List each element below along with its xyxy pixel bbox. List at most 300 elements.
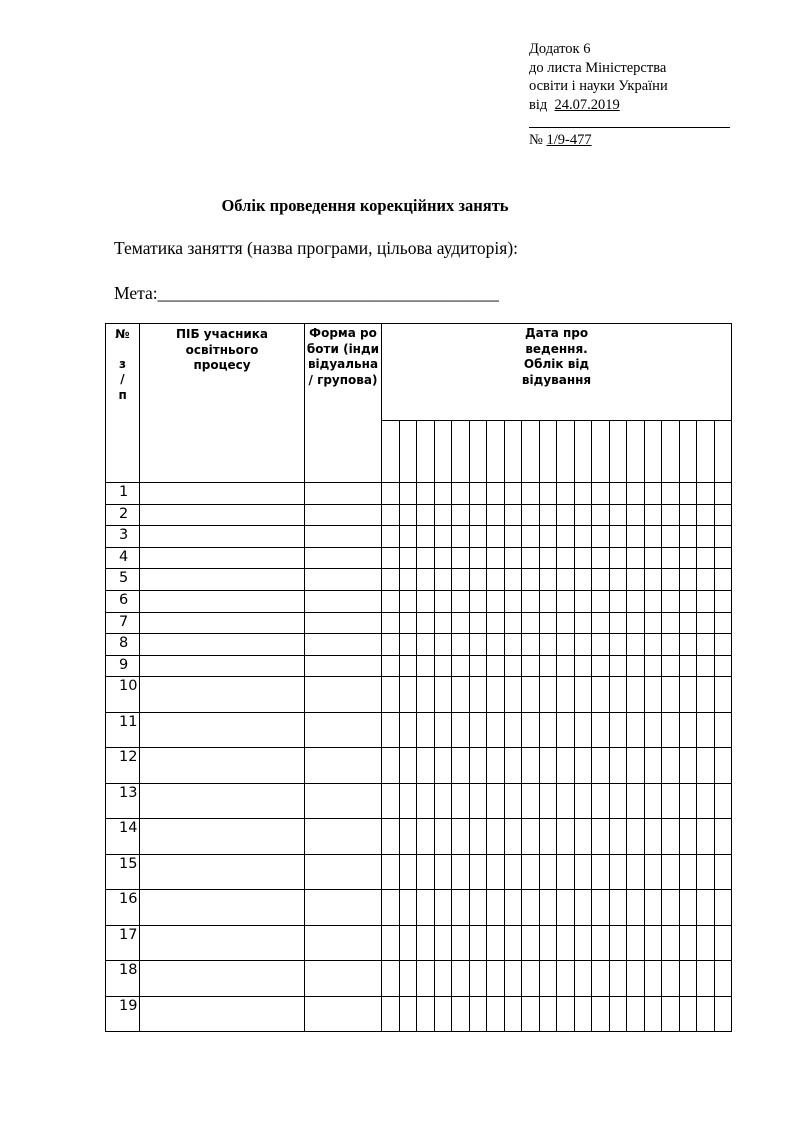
attendance-cell[interactable] xyxy=(662,677,680,713)
date-column-cell[interactable] xyxy=(609,421,627,483)
attendance-cell[interactable] xyxy=(487,748,505,784)
attendance-cell[interactable] xyxy=(627,996,645,1032)
attendance-cell[interactable] xyxy=(487,483,505,505)
date-column-cell[interactable] xyxy=(504,421,522,483)
attendance-cell[interactable] xyxy=(417,655,435,677)
attendance-cell[interactable] xyxy=(469,677,487,713)
attendance-cell[interactable] xyxy=(609,677,627,713)
attendance-cell[interactable] xyxy=(417,569,435,591)
attendance-cell[interactable] xyxy=(574,890,592,926)
attendance-cell[interactable] xyxy=(627,961,645,997)
attendance-cell[interactable] xyxy=(487,854,505,890)
attendance-cell[interactable] xyxy=(487,712,505,748)
attendance-cell[interactable] xyxy=(574,819,592,855)
pib-cell[interactable] xyxy=(140,590,305,612)
attendance-cell[interactable] xyxy=(644,819,662,855)
attendance-cell[interactable] xyxy=(417,483,435,505)
attendance-cell[interactable] xyxy=(469,590,487,612)
attendance-cell[interactable] xyxy=(504,854,522,890)
date-column-cell[interactable] xyxy=(592,421,610,483)
attendance-cell[interactable] xyxy=(539,996,557,1032)
attendance-cell[interactable] xyxy=(662,590,680,612)
attendance-cell[interactable] xyxy=(574,526,592,548)
attendance-cell[interactable] xyxy=(714,655,732,677)
attendance-cell[interactable] xyxy=(434,526,452,548)
attendance-cell[interactable] xyxy=(557,712,575,748)
attendance-cell[interactable] xyxy=(469,504,487,526)
attendance-cell[interactable] xyxy=(697,483,715,505)
attendance-cell[interactable] xyxy=(662,890,680,926)
attendance-cell[interactable] xyxy=(417,547,435,569)
attendance-cell[interactable] xyxy=(714,612,732,634)
attendance-cell[interactable] xyxy=(469,854,487,890)
attendance-cell[interactable] xyxy=(539,483,557,505)
attendance-cell[interactable] xyxy=(504,783,522,819)
attendance-cell[interactable] xyxy=(592,925,610,961)
attendance-cell[interactable] xyxy=(382,634,400,656)
attendance-cell[interactable] xyxy=(522,712,540,748)
pib-cell[interactable] xyxy=(140,547,305,569)
attendance-cell[interactable] xyxy=(469,634,487,656)
attendance-cell[interactable] xyxy=(539,677,557,713)
attendance-cell[interactable] xyxy=(592,783,610,819)
attendance-cell[interactable] xyxy=(609,819,627,855)
attendance-cell[interactable] xyxy=(469,961,487,997)
attendance-cell[interactable] xyxy=(714,748,732,784)
attendance-cell[interactable] xyxy=(399,854,417,890)
attendance-cell[interactable] xyxy=(399,483,417,505)
attendance-cell[interactable] xyxy=(662,612,680,634)
date-column-cell[interactable] xyxy=(522,421,540,483)
attendance-cell[interactable] xyxy=(627,819,645,855)
attendance-cell[interactable] xyxy=(382,483,400,505)
pib-cell[interactable] xyxy=(140,996,305,1032)
date-column-cell[interactable] xyxy=(574,421,592,483)
attendance-cell[interactable] xyxy=(399,748,417,784)
pib-cell[interactable] xyxy=(140,612,305,634)
attendance-cell[interactable] xyxy=(714,961,732,997)
attendance-cell[interactable] xyxy=(382,996,400,1032)
attendance-cell[interactable] xyxy=(504,819,522,855)
attendance-cell[interactable] xyxy=(574,655,592,677)
attendance-cell[interactable] xyxy=(487,612,505,634)
attendance-cell[interactable] xyxy=(627,655,645,677)
pib-cell[interactable] xyxy=(140,526,305,548)
attendance-cell[interactable] xyxy=(557,996,575,1032)
attendance-cell[interactable] xyxy=(714,712,732,748)
attendance-cell[interactable] xyxy=(574,783,592,819)
attendance-cell[interactable] xyxy=(557,569,575,591)
attendance-cell[interactable] xyxy=(452,961,470,997)
attendance-cell[interactable] xyxy=(644,961,662,997)
work-form-cell[interactable] xyxy=(305,547,382,569)
attendance-cell[interactable] xyxy=(574,677,592,713)
attendance-cell[interactable] xyxy=(627,712,645,748)
attendance-cell[interactable] xyxy=(452,819,470,855)
attendance-cell[interactable] xyxy=(539,612,557,634)
attendance-cell[interactable] xyxy=(539,712,557,748)
attendance-cell[interactable] xyxy=(644,712,662,748)
attendance-cell[interactable] xyxy=(714,483,732,505)
date-column-cell[interactable] xyxy=(434,421,452,483)
attendance-cell[interactable] xyxy=(452,783,470,819)
attendance-cell[interactable] xyxy=(697,677,715,713)
attendance-cell[interactable] xyxy=(434,590,452,612)
attendance-cell[interactable] xyxy=(662,483,680,505)
attendance-cell[interactable] xyxy=(644,925,662,961)
pib-cell[interactable] xyxy=(140,569,305,591)
attendance-cell[interactable] xyxy=(434,612,452,634)
attendance-cell[interactable] xyxy=(714,783,732,819)
pib-cell[interactable] xyxy=(140,634,305,656)
attendance-cell[interactable] xyxy=(644,547,662,569)
attendance-cell[interactable] xyxy=(592,526,610,548)
attendance-cell[interactable] xyxy=(539,526,557,548)
attendance-cell[interactable] xyxy=(469,925,487,961)
pib-cell[interactable] xyxy=(140,483,305,505)
attendance-cell[interactable] xyxy=(469,890,487,926)
attendance-cell[interactable] xyxy=(399,819,417,855)
attendance-cell[interactable] xyxy=(382,547,400,569)
attendance-cell[interactable] xyxy=(399,961,417,997)
attendance-cell[interactable] xyxy=(434,996,452,1032)
attendance-cell[interactable] xyxy=(627,483,645,505)
attendance-cell[interactable] xyxy=(452,890,470,926)
attendance-cell[interactable] xyxy=(609,526,627,548)
attendance-cell[interactable] xyxy=(469,655,487,677)
attendance-cell[interactable] xyxy=(557,890,575,926)
attendance-cell[interactable] xyxy=(609,854,627,890)
attendance-cell[interactable] xyxy=(697,748,715,784)
attendance-cell[interactable] xyxy=(522,547,540,569)
pib-cell[interactable] xyxy=(140,783,305,819)
attendance-cell[interactable] xyxy=(504,547,522,569)
attendance-cell[interactable] xyxy=(609,634,627,656)
attendance-cell[interactable] xyxy=(679,677,697,713)
attendance-cell[interactable] xyxy=(504,890,522,926)
attendance-cell[interactable] xyxy=(592,748,610,784)
attendance-cell[interactable] xyxy=(714,925,732,961)
attendance-cell[interactable] xyxy=(382,712,400,748)
work-form-cell[interactable] xyxy=(305,748,382,784)
attendance-cell[interactable] xyxy=(592,819,610,855)
attendance-cell[interactable] xyxy=(679,590,697,612)
attendance-cell[interactable] xyxy=(434,655,452,677)
attendance-cell[interactable] xyxy=(697,569,715,591)
attendance-cell[interactable] xyxy=(609,961,627,997)
attendance-cell[interactable] xyxy=(382,677,400,713)
attendance-cell[interactable] xyxy=(679,996,697,1032)
attendance-cell[interactable] xyxy=(469,569,487,591)
attendance-cell[interactable] xyxy=(469,748,487,784)
attendance-cell[interactable] xyxy=(452,712,470,748)
attendance-cell[interactable] xyxy=(662,961,680,997)
attendance-cell[interactable] xyxy=(644,634,662,656)
attendance-cell[interactable] xyxy=(539,504,557,526)
attendance-cell[interactable] xyxy=(574,569,592,591)
attendance-cell[interactable] xyxy=(714,569,732,591)
attendance-cell[interactable] xyxy=(609,547,627,569)
attendance-cell[interactable] xyxy=(662,634,680,656)
attendance-cell[interactable] xyxy=(417,890,435,926)
date-column-cell[interactable] xyxy=(557,421,575,483)
date-column-cell[interactable] xyxy=(714,421,732,483)
date-column-cell[interactable] xyxy=(539,421,557,483)
attendance-cell[interactable] xyxy=(697,612,715,634)
attendance-cell[interactable] xyxy=(714,526,732,548)
attendance-cell[interactable] xyxy=(644,590,662,612)
attendance-cell[interactable] xyxy=(679,961,697,997)
attendance-cell[interactable] xyxy=(557,783,575,819)
attendance-cell[interactable] xyxy=(714,547,732,569)
pib-cell[interactable] xyxy=(140,819,305,855)
attendance-cell[interactable] xyxy=(609,783,627,819)
date-column-cell[interactable] xyxy=(627,421,645,483)
attendance-cell[interactable] xyxy=(487,890,505,926)
attendance-cell[interactable] xyxy=(487,819,505,855)
attendance-cell[interactable] xyxy=(679,890,697,926)
attendance-cell[interactable] xyxy=(452,854,470,890)
attendance-cell[interactable] xyxy=(452,526,470,548)
attendance-cell[interactable] xyxy=(382,590,400,612)
attendance-cell[interactable] xyxy=(522,634,540,656)
attendance-cell[interactable] xyxy=(522,819,540,855)
attendance-cell[interactable] xyxy=(679,569,697,591)
attendance-cell[interactable] xyxy=(557,677,575,713)
attendance-cell[interactable] xyxy=(504,961,522,997)
attendance-cell[interactable] xyxy=(557,547,575,569)
date-column-cell[interactable] xyxy=(487,421,505,483)
attendance-cell[interactable] xyxy=(452,655,470,677)
attendance-cell[interactable] xyxy=(627,677,645,713)
attendance-cell[interactable] xyxy=(662,569,680,591)
attendance-cell[interactable] xyxy=(557,504,575,526)
attendance-cell[interactable] xyxy=(592,504,610,526)
attendance-cell[interactable] xyxy=(574,748,592,784)
attendance-cell[interactable] xyxy=(574,925,592,961)
attendance-cell[interactable] xyxy=(504,569,522,591)
attendance-cell[interactable] xyxy=(574,483,592,505)
attendance-cell[interactable] xyxy=(627,634,645,656)
attendance-cell[interactable] xyxy=(609,712,627,748)
attendance-cell[interactable] xyxy=(539,590,557,612)
attendance-cell[interactable] xyxy=(697,925,715,961)
attendance-cell[interactable] xyxy=(627,590,645,612)
attendance-cell[interactable] xyxy=(697,712,715,748)
pib-cell[interactable] xyxy=(140,504,305,526)
attendance-cell[interactable] xyxy=(469,547,487,569)
attendance-cell[interactable] xyxy=(504,612,522,634)
attendance-cell[interactable] xyxy=(417,925,435,961)
attendance-cell[interactable] xyxy=(662,504,680,526)
attendance-cell[interactable] xyxy=(487,961,505,997)
attendance-cell[interactable] xyxy=(469,712,487,748)
attendance-cell[interactable] xyxy=(679,483,697,505)
attendance-cell[interactable] xyxy=(644,504,662,526)
attendance-cell[interactable] xyxy=(609,890,627,926)
attendance-cell[interactable] xyxy=(417,712,435,748)
attendance-cell[interactable] xyxy=(382,925,400,961)
attendance-cell[interactable] xyxy=(539,569,557,591)
attendance-cell[interactable] xyxy=(609,504,627,526)
attendance-cell[interactable] xyxy=(679,526,697,548)
attendance-cell[interactable] xyxy=(557,854,575,890)
attendance-cell[interactable] xyxy=(399,612,417,634)
attendance-cell[interactable] xyxy=(417,634,435,656)
attendance-cell[interactable] xyxy=(574,961,592,997)
attendance-cell[interactable] xyxy=(504,634,522,656)
date-column-cell[interactable] xyxy=(662,421,680,483)
attendance-cell[interactable] xyxy=(609,612,627,634)
date-column-cell[interactable] xyxy=(417,421,435,483)
attendance-cell[interactable] xyxy=(662,655,680,677)
attendance-cell[interactable] xyxy=(522,925,540,961)
date-column-cell[interactable] xyxy=(697,421,715,483)
attendance-cell[interactable] xyxy=(679,634,697,656)
work-form-cell[interactable] xyxy=(305,569,382,591)
attendance-cell[interactable] xyxy=(557,526,575,548)
attendance-cell[interactable] xyxy=(627,890,645,926)
attendance-cell[interactable] xyxy=(574,712,592,748)
attendance-cell[interactable] xyxy=(557,655,575,677)
attendance-cell[interactable] xyxy=(662,547,680,569)
attendance-cell[interactable] xyxy=(504,590,522,612)
attendance-cell[interactable] xyxy=(697,547,715,569)
attendance-cell[interactable] xyxy=(662,854,680,890)
attendance-cell[interactable] xyxy=(592,569,610,591)
attendance-cell[interactable] xyxy=(574,590,592,612)
attendance-cell[interactable] xyxy=(434,819,452,855)
attendance-cell[interactable] xyxy=(417,590,435,612)
attendance-cell[interactable] xyxy=(662,819,680,855)
attendance-cell[interactable] xyxy=(539,634,557,656)
attendance-cell[interactable] xyxy=(434,569,452,591)
attendance-cell[interactable] xyxy=(574,504,592,526)
attendance-cell[interactable] xyxy=(697,504,715,526)
attendance-cell[interactable] xyxy=(574,996,592,1032)
attendance-cell[interactable] xyxy=(539,655,557,677)
attendance-cell[interactable] xyxy=(609,996,627,1032)
attendance-cell[interactable] xyxy=(697,854,715,890)
attendance-cell[interactable] xyxy=(469,612,487,634)
attendance-cell[interactable] xyxy=(382,961,400,997)
attendance-cell[interactable] xyxy=(557,961,575,997)
attendance-cell[interactable] xyxy=(662,712,680,748)
attendance-cell[interactable] xyxy=(557,925,575,961)
attendance-cell[interactable] xyxy=(539,819,557,855)
attendance-cell[interactable] xyxy=(644,612,662,634)
attendance-cell[interactable] xyxy=(609,569,627,591)
attendance-cell[interactable] xyxy=(679,783,697,819)
attendance-cell[interactable] xyxy=(592,612,610,634)
attendance-cell[interactable] xyxy=(592,547,610,569)
attendance-cell[interactable] xyxy=(697,819,715,855)
attendance-cell[interactable] xyxy=(382,854,400,890)
attendance-cell[interactable] xyxy=(504,504,522,526)
attendance-cell[interactable] xyxy=(382,748,400,784)
attendance-cell[interactable] xyxy=(714,996,732,1032)
attendance-cell[interactable] xyxy=(417,748,435,784)
attendance-cell[interactable] xyxy=(522,526,540,548)
attendance-cell[interactable] xyxy=(714,854,732,890)
attendance-cell[interactable] xyxy=(434,961,452,997)
attendance-cell[interactable] xyxy=(662,526,680,548)
attendance-cell[interactable] xyxy=(609,590,627,612)
attendance-cell[interactable] xyxy=(382,819,400,855)
attendance-cell[interactable] xyxy=(522,748,540,784)
work-form-cell[interactable] xyxy=(305,504,382,526)
attendance-cell[interactable] xyxy=(399,783,417,819)
attendance-cell[interactable] xyxy=(469,819,487,855)
pib-cell[interactable] xyxy=(140,677,305,713)
attendance-cell[interactable] xyxy=(504,748,522,784)
attendance-cell[interactable] xyxy=(714,590,732,612)
work-form-cell[interactable] xyxy=(305,961,382,997)
attendance-cell[interactable] xyxy=(487,655,505,677)
attendance-cell[interactable] xyxy=(662,748,680,784)
attendance-cell[interactable] xyxy=(487,526,505,548)
attendance-cell[interactable] xyxy=(522,677,540,713)
attendance-cell[interactable] xyxy=(644,526,662,548)
attendance-cell[interactable] xyxy=(557,483,575,505)
attendance-cell[interactable] xyxy=(539,854,557,890)
attendance-cell[interactable] xyxy=(399,677,417,713)
attendance-cell[interactable] xyxy=(522,783,540,819)
attendance-cell[interactable] xyxy=(679,612,697,634)
pib-cell[interactable] xyxy=(140,712,305,748)
attendance-cell[interactable] xyxy=(697,634,715,656)
attendance-cell[interactable] xyxy=(522,854,540,890)
attendance-cell[interactable] xyxy=(487,996,505,1032)
attendance-cell[interactable] xyxy=(399,712,417,748)
attendance-cell[interactable] xyxy=(662,925,680,961)
attendance-cell[interactable] xyxy=(434,712,452,748)
attendance-cell[interactable] xyxy=(504,996,522,1032)
attendance-cell[interactable] xyxy=(487,634,505,656)
attendance-cell[interactable] xyxy=(644,996,662,1032)
attendance-cell[interactable] xyxy=(487,677,505,713)
attendance-cell[interactable] xyxy=(557,612,575,634)
attendance-cell[interactable] xyxy=(627,504,645,526)
attendance-cell[interactable] xyxy=(574,612,592,634)
attendance-cell[interactable] xyxy=(504,483,522,505)
attendance-cell[interactable] xyxy=(644,483,662,505)
attendance-cell[interactable] xyxy=(487,569,505,591)
attendance-cell[interactable] xyxy=(452,612,470,634)
date-column-cell[interactable] xyxy=(469,421,487,483)
attendance-cell[interactable] xyxy=(487,504,505,526)
attendance-cell[interactable] xyxy=(679,655,697,677)
attendance-cell[interactable] xyxy=(644,854,662,890)
date-column-cell[interactable] xyxy=(399,421,417,483)
attendance-cell[interactable] xyxy=(592,961,610,997)
attendance-cell[interactable] xyxy=(434,504,452,526)
attendance-cell[interactable] xyxy=(399,634,417,656)
attendance-cell[interactable] xyxy=(452,996,470,1032)
attendance-cell[interactable] xyxy=(452,748,470,784)
attendance-cell[interactable] xyxy=(522,961,540,997)
attendance-cell[interactable] xyxy=(417,504,435,526)
attendance-cell[interactable] xyxy=(399,590,417,612)
attendance-cell[interactable] xyxy=(627,925,645,961)
attendance-cell[interactable] xyxy=(452,634,470,656)
work-form-cell[interactable] xyxy=(305,712,382,748)
attendance-cell[interactable] xyxy=(697,526,715,548)
attendance-cell[interactable] xyxy=(522,504,540,526)
attendance-cell[interactable] xyxy=(522,612,540,634)
attendance-cell[interactable] xyxy=(417,526,435,548)
work-form-cell[interactable] xyxy=(305,819,382,855)
